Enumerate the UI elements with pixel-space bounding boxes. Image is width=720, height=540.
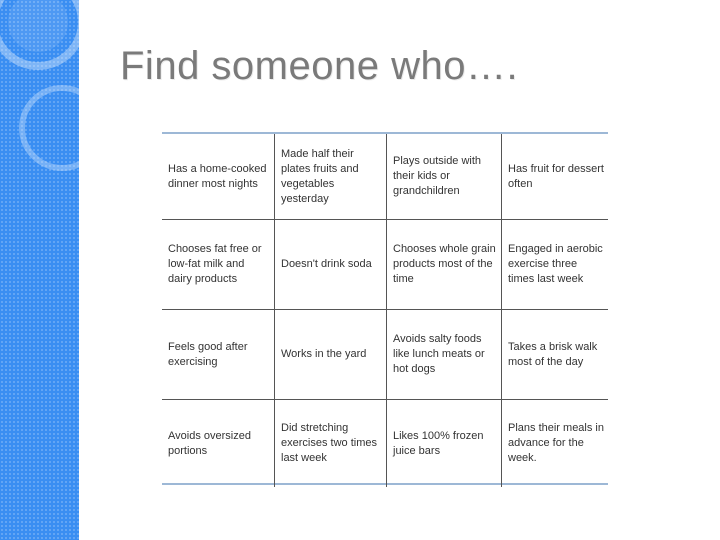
bingo-grid (162, 132, 608, 485)
bingo-cell: Has fruit for dessert often (502, 134, 608, 220)
circle-rings-decoration-icon (0, 0, 79, 540)
page-title: Find someone who…. (120, 44, 519, 88)
bingo-cell: Feels good after exercising (162, 310, 275, 400)
bingo-cell: Has a home-cooked dinner most nights (162, 134, 275, 220)
bingo-cell: Avoids oversized portions (162, 400, 275, 487)
bingo-cell: Doesn't drink soda (275, 220, 387, 310)
bingo-cell: Plans their meals in advance for the week. (508, 422, 604, 464)
bingo-cell: Avoids salty foods like lunch meats or hot dogs (387, 310, 502, 400)
bingo-cell: Takes a brisk walk most of the day (502, 310, 608, 400)
bingo-cell: Did stretching exercises two times last week (275, 400, 387, 487)
bingo-cell: Engaged in aerobic exercise three times last week (502, 220, 608, 310)
bingo-cell: Made half their plates fruits and vegetables yesterday (275, 134, 387, 220)
bingo-cell: Works in the yard (275, 310, 387, 400)
bingo-cell: Plays outside with their kids or grandchildren (387, 134, 502, 220)
bingo-cell: Likes 100% frozen juice bars (387, 400, 502, 487)
decorative-sidebar (0, 0, 79, 540)
bingo-cell: Chooses fat free or low-fat milk and dairy products (162, 220, 275, 310)
bingo-cell: Chooses whole grain products most of the time (387, 220, 502, 310)
